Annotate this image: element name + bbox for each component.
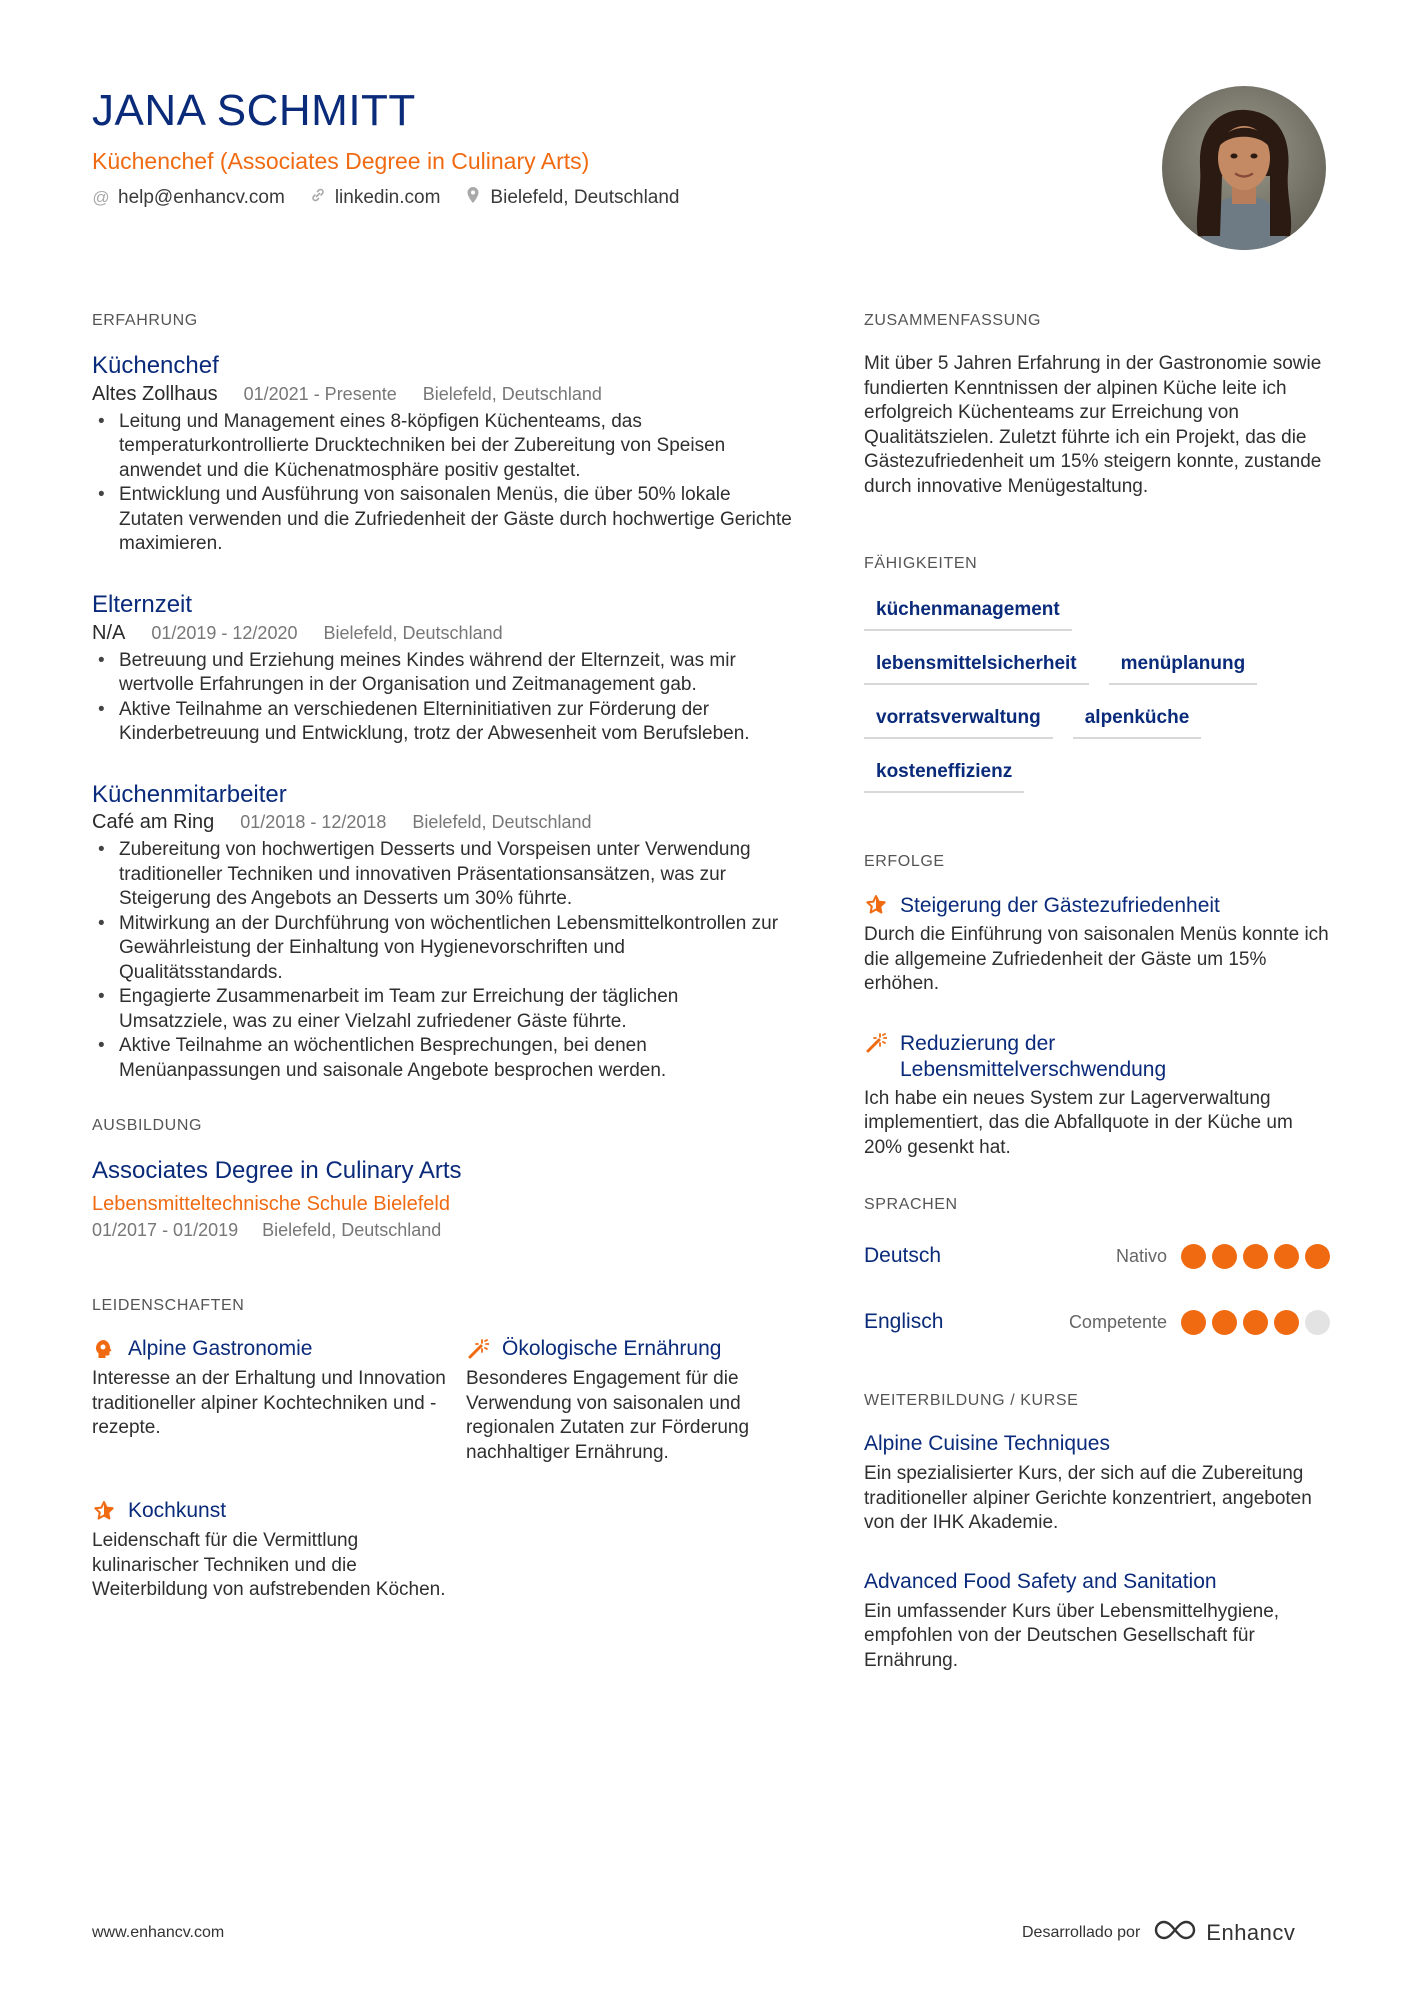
courses-section (864, 1392, 1330, 1673)
passion-desc: Leidenschaft für die Vermittlung kulinarischer Techniken und die Weiterbildung von aufstrebenden Köchen. (92, 1530, 446, 1601)
location-pin-icon (464, 186, 482, 209)
job-meta (92, 383, 792, 406)
left-column (92, 312, 792, 1603)
job-meta (92, 811, 792, 834)
job-location: Bielefeld, Deutschland (323, 622, 503, 643)
job-date: 01/2021 - Presente (243, 383, 397, 404)
language-name: Englisch (864, 1310, 944, 1333)
bullet: • Zubereitung von hochwertigen Desserts und Vorspeisen unter Verwendung traditioneller Techniken und innovativen Präsentationsansätzen, was zur Steigerung des Angebots an Desserts um 30% führte. (92, 838, 792, 912)
experience-section (92, 312, 792, 1083)
profile-photo (1162, 86, 1326, 250)
achievement-desc: Ich habe ein neues System zur Lagerverwaltung implementiert, das die Abfallquote in der Küche um 20% gesenkt hat. (864, 1087, 1293, 1158)
rating-dot-filled (1274, 1310, 1299, 1335)
job-bullets (92, 410, 792, 557)
job-bullets (92, 649, 792, 747)
skill-tag: menüplanung (1109, 649, 1258, 685)
bullet: • Aktive Teilnahme an verschiedenen Elterninitiativen zur Förderung der Kinderbetreuung und Entwicklung, trotz der Abwesenheit vom Berufsleben. (92, 698, 792, 747)
contact-row (92, 186, 680, 209)
infinity-logo-icon (1152, 1918, 1198, 1948)
bullet: • Entwicklung und Ausführung von saisonalen Menüs, die über 50% lokale Zutaten verwenden und die Zufriedenheit der Gäste durch hochwertige Gerichte maximieren. (92, 483, 792, 557)
summary-text: Mit über 5 Jahren Erfahrung in der Gastronomie sowie fundierten Kenntnissen der alpinen Küche leite ich erfolgreich Küchenteams zur Erreichung von Qualitätszielen. Zuletzt führte ich ein Projekt, das die Gästezufriedenheit um 15% steigern konnte, zustande durch innovative Menügestaltung. (864, 353, 1322, 497)
job-location: Bielefeld, Deutschland (422, 383, 602, 404)
magic-wand-icon (466, 1337, 490, 1361)
candidate-headline: Küchenchef (Associates Degree in Culinary Arts) (92, 148, 590, 174)
footer-branding (1022, 1918, 1295, 1948)
passion-title (92, 1499, 466, 1523)
language-level: Competente (1068, 1311, 1167, 1332)
job-location: Bielefeld, Deutschland (412, 812, 592, 833)
right-column (864, 312, 1330, 1707)
bullet: • Leitung und Management eines 8-köpfigen Küchenteams, das temperaturkontrollierte Drucktechniken bei der Zubereitung von Speisen anwendet und die Küchenatmosphäre positiv gestaltet. (92, 410, 792, 484)
language-proficiency (1116, 1244, 1330, 1269)
skills-section (864, 555, 1330, 793)
passion-desc: Interesse an der Erhaltung und Innovation traditioneller alpiner Kochtechniken und -rezepte. (92, 1368, 446, 1439)
rating-dot-filled (1243, 1310, 1268, 1335)
school-name: Lebensmitteltechnische Schule Bielefeld (92, 1193, 450, 1216)
course-item (864, 1570, 1330, 1674)
email-text: help@enhancv.com (118, 186, 285, 208)
passion-desc: Besonderes Engagement für die Verwendung von saisonalen und regionalen Zutaten zur Förderung nachhaltiger Ernährung. (466, 1368, 750, 1463)
skill-tag: alpenküche (1073, 703, 1202, 739)
contact-location (464, 186, 679, 209)
magic-wand-icon (864, 1031, 888, 1055)
contact-linkedin[interactable] (309, 187, 441, 209)
courses-title: WEITERBILDUNG / KURSE (864, 1392, 1079, 1409)
achievements-title: ERFOLGE (864, 853, 945, 870)
job-date: 01/2019 - 12/2020 (151, 622, 298, 643)
language-proficiency (1069, 1310, 1330, 1335)
location-text: Bielefeld, Deutschland (490, 186, 680, 208)
passion-item (92, 1499, 466, 1603)
language-level: Nativo (1115, 1245, 1167, 1266)
brand-name: Enhancv (1206, 1920, 1296, 1945)
brain-icon (92, 1337, 116, 1361)
star-icon (92, 1499, 116, 1523)
experience-item (92, 352, 792, 557)
job-title: Elternzeit (92, 590, 193, 618)
bullet: • Engagierte Zusammenarbeit im Team zur Erreichung der täglichen Umsatzziele, was zu einer Vielzahl zufriedener Gäste führte. (92, 985, 792, 1034)
course-item (864, 1432, 1330, 1536)
skills-list (864, 595, 1304, 793)
passion-title-text: Ökologische Ernährung (502, 1337, 722, 1361)
rating-dot-filled (1181, 1310, 1206, 1335)
job-date: 01/2018 - 12/2018 (240, 812, 387, 833)
passion-title (466, 1337, 792, 1361)
rating-dots (1181, 1310, 1330, 1335)
bullet: • Mitwirkung an der Durchführung von wöchentlichen Lebensmittelkontrollen zur Gewährleistung der Einhaltung von Hygienevorschriften und Qualitätsstandards. (92, 912, 792, 986)
bullet: • Betreuung und Erziehung meines Kindes während der Elternzeit, was mir wertvolle Erfahrungen in der Organisation und Zeitmanagement gab. (92, 649, 792, 698)
passion-title-text: Kochkunst (128, 1499, 227, 1523)
passions-grid (92, 1337, 792, 1603)
education-section (92, 1117, 792, 1241)
education-title: AUSBILDUNG (92, 1117, 203, 1135)
degree-title: Associates Degree in Culinary Arts (92, 1157, 462, 1185)
achievement-title (864, 893, 1330, 919)
summary-section (864, 312, 1330, 499)
achievement-title-text: Reduzierung der Lebensmittelverschwendung (900, 1031, 1167, 1081)
job-bullets (92, 838, 792, 1083)
skill-tag: küchenmanagement (864, 595, 1072, 631)
job-meta (92, 622, 792, 645)
summary-title: ZUSAMMENFASSUNG (864, 312, 1042, 329)
languages-section (864, 1196, 1330, 1342)
footer-website[interactable]: www.enhancv.com (92, 1924, 225, 1941)
skill-tag: lebensmittelsicherheit (864, 649, 1089, 685)
candidate-name: JANA SCHMITT (92, 86, 416, 135)
rating-dot-filled (1243, 1244, 1268, 1269)
education-date: 01/2017 - 01/2019 (92, 1220, 239, 1241)
contact-email[interactable] (92, 187, 285, 209)
rating-dot-filled (1305, 1244, 1330, 1269)
passion-title (92, 1337, 466, 1361)
passion-item (92, 1337, 466, 1465)
passion-item (466, 1337, 792, 1465)
course-desc: Ein umfassender Kurs über Lebensmittelhygiene, empfohlen von der Deutschen Gesellschaft für Ernährung. (864, 1600, 1280, 1671)
rating-dot-filled (1212, 1244, 1237, 1269)
job-title: Küchenmitarbeiter (92, 780, 287, 808)
education-meta (92, 1220, 792, 1241)
company-name: Altes Zollhaus (92, 382, 218, 405)
achievement-title-text: Steigerung der Gästezufriedenheit (900, 894, 1220, 917)
company-name: Café am Ring (92, 811, 215, 834)
powered-by-text: Desarrollado por (1022, 1924, 1141, 1941)
achievement-item (864, 1031, 1330, 1161)
passions-title: LEIDENSCHAFTEN (92, 1297, 245, 1315)
job-title: Küchenchef (92, 352, 219, 379)
language-name: Deutsch (864, 1244, 942, 1267)
passion-title-text: Alpine Gastronomie (128, 1337, 313, 1361)
education-location: Bielefeld, Deutschland (262, 1220, 442, 1241)
skills-title: FÄHIGKEITEN (864, 555, 978, 572)
language-item (864, 1236, 1330, 1276)
bullet: • Aktive Teilnahme an wöchentlichen Besprechungen, bei denen Menüanpassungen und saisonale Angebote besprochen werden. (92, 1034, 792, 1083)
languages-title: SPRACHEN (864, 1196, 958, 1213)
experience-title: ERFAHRUNG (92, 312, 198, 329)
course-desc: Ein spezialisierter Kurs, der sich auf die Zubereitung traditioneller alpiner Gerichte konzentriert, angeboten von der IHK Akademie. (864, 1463, 1312, 1533)
rating-dot-filled (1181, 1244, 1206, 1269)
company-name: N/A (92, 621, 126, 644)
achievements-section (864, 853, 1330, 1160)
language-item (864, 1302, 1330, 1342)
rating-dot-filled (1212, 1310, 1237, 1335)
skill-tag: kosteneffizienz (864, 757, 1024, 793)
rating-dot-filled (1274, 1244, 1299, 1269)
link-icon (309, 187, 327, 208)
course-title: Alpine Cuisine Techniques (864, 1432, 1110, 1455)
rating-dots (1181, 1244, 1330, 1269)
skill-tag: vorratsverwaltung (864, 703, 1053, 739)
star-icon (864, 893, 888, 917)
achievement-item (864, 893, 1330, 997)
linkedin-text: linkedin.com (334, 186, 441, 208)
at-icon: @ (92, 187, 110, 207)
passions-section (92, 1297, 792, 1603)
rating-dot-empty (1305, 1310, 1330, 1335)
course-title: Advanced Food Safety and Sanitation (864, 1569, 1217, 1593)
achievement-title (864, 1031, 1330, 1083)
brand-logo[interactable] (1152, 1918, 1295, 1948)
experience-item (92, 591, 792, 747)
achievement-desc: Durch die Einführung von saisonalen Menüs konnte ich die allgemeine Zufriedenheit der Gäste um 15% erhöhen. (864, 924, 1329, 994)
experience-item (92, 781, 792, 1084)
